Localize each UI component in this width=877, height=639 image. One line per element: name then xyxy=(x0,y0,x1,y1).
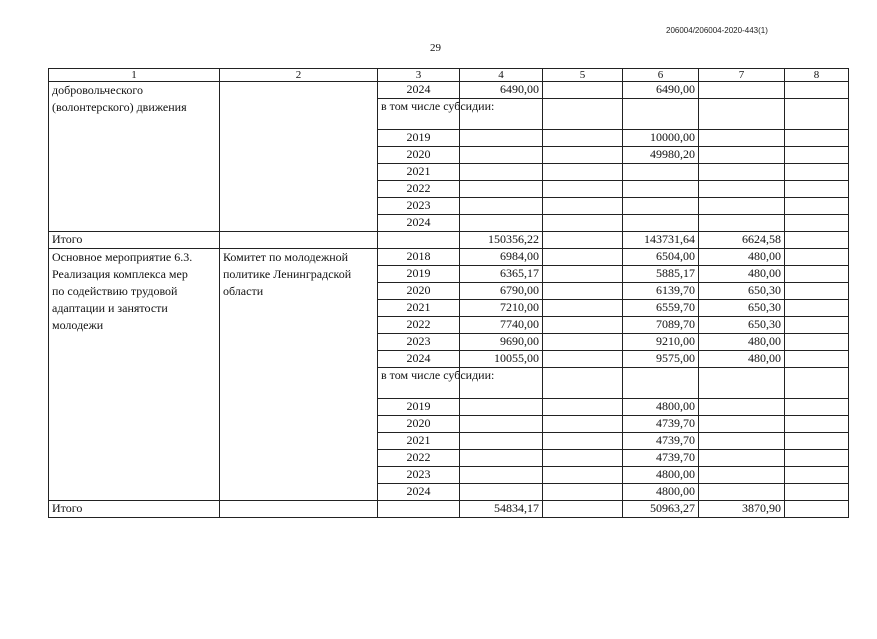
year-cell: 2023 xyxy=(378,198,460,215)
value-cell-col6: 4800,00 xyxy=(623,399,699,416)
value-cell-col7 xyxy=(699,82,785,99)
value-cell-col4 xyxy=(460,164,543,181)
value-cell-col7 xyxy=(699,433,785,450)
value-cell-col4 xyxy=(460,467,543,484)
value-cell-col4: 6790,00 xyxy=(460,283,543,300)
column-number: 7 xyxy=(699,69,785,82)
column-number: 2 xyxy=(220,69,378,82)
total-row xyxy=(49,501,849,518)
executor-line: политике Ленинградской xyxy=(223,267,352,281)
year-cell: 2020 xyxy=(378,283,460,300)
value-cell-col6 xyxy=(623,198,699,215)
budget-table xyxy=(48,68,849,518)
value-cell-col7 xyxy=(699,164,785,181)
value-cell-col7 xyxy=(699,467,785,484)
value-cell-col6: 4739,70 xyxy=(623,433,699,450)
value-cell-col5 xyxy=(543,283,623,300)
value-cell-col6: 4739,70 xyxy=(623,416,699,433)
including-subsidies-label: в том числе субсидии: xyxy=(378,99,460,130)
activity-name-line: Основное мероприятие 6.3. xyxy=(52,250,193,264)
value-cell-col6 xyxy=(623,164,699,181)
value-cell-col5 xyxy=(543,181,623,198)
value-cell-col8 xyxy=(785,450,849,467)
total-row xyxy=(49,232,849,249)
value-cell-col5 xyxy=(543,467,623,484)
value-cell-col4 xyxy=(460,147,543,164)
value-cell-col4 xyxy=(460,433,543,450)
year-cell xyxy=(378,501,460,518)
value-cell-col8 xyxy=(785,181,849,198)
column-number: 6 xyxy=(623,69,699,82)
activity-name-line: добровольческого xyxy=(52,83,144,97)
value-cell-col6 xyxy=(623,215,699,232)
value-cell-col4 xyxy=(460,181,543,198)
value-cell-col4 xyxy=(460,130,543,147)
value-cell-col5 xyxy=(543,99,623,130)
value-cell-col8 xyxy=(785,484,849,501)
table-row xyxy=(49,82,849,99)
value-cell-col8 xyxy=(785,130,849,147)
value-cell-col7: 480,00 xyxy=(699,351,785,368)
value-cell-col6 xyxy=(623,181,699,198)
column-number: 1 xyxy=(49,69,220,82)
value-cell-col8 xyxy=(785,334,849,351)
value-cell-col8 xyxy=(785,215,849,232)
value-cell-col6 xyxy=(623,368,699,399)
value-cell-col7: 650,30 xyxy=(699,300,785,317)
year-cell: 2022 xyxy=(378,450,460,467)
value-cell-col5 xyxy=(543,334,623,351)
value-cell-col7: 650,30 xyxy=(699,283,785,300)
table-row xyxy=(49,249,849,266)
value-cell-col7: 480,00 xyxy=(699,334,785,351)
value-cell-col8 xyxy=(785,467,849,484)
value-cell-col6: 6559,70 xyxy=(623,300,699,317)
value-cell-col5 xyxy=(543,501,623,518)
document-id: 206004/206004-2020-443(1) xyxy=(666,26,768,35)
value-cell-col6: 10000,00 xyxy=(623,130,699,147)
including-subsidies-label: в том числе субсидии: xyxy=(378,368,460,399)
value-cell-col8 xyxy=(785,283,849,300)
value-cell-col4: 6490,00 xyxy=(460,82,543,99)
year-cell: 2024 xyxy=(378,351,460,368)
value-cell-col8 xyxy=(785,501,849,518)
total-col6: 143731,64 xyxy=(623,232,699,249)
column-number: 8 xyxy=(785,69,849,82)
value-cell-col4 xyxy=(460,416,543,433)
year-cell: 2021 xyxy=(378,164,460,181)
value-cell-col8 xyxy=(785,82,849,99)
page-number: 29 xyxy=(430,42,441,54)
year-cell: 2022 xyxy=(378,317,460,334)
value-cell-col5 xyxy=(543,147,623,164)
value-cell-col5 xyxy=(543,433,623,450)
value-cell-col5 xyxy=(543,130,623,147)
year-cell: 2024 xyxy=(378,82,460,99)
activity-name-cell xyxy=(49,249,220,501)
value-cell-col8 xyxy=(785,249,849,266)
value-cell-col4: 7210,00 xyxy=(460,300,543,317)
value-cell-col6: 49980,20 xyxy=(623,147,699,164)
value-cell-col4: 9690,00 xyxy=(460,334,543,351)
value-cell-col4: 7740,00 xyxy=(460,317,543,334)
year-cell: 2023 xyxy=(378,334,460,351)
value-cell-col7 xyxy=(699,450,785,467)
year-cell: 2019 xyxy=(378,130,460,147)
executor-cell xyxy=(220,501,378,518)
value-cell-col7 xyxy=(699,147,785,164)
value-cell-col6: 5885,17 xyxy=(623,266,699,283)
value-cell-col7 xyxy=(699,130,785,147)
year-cell: 2019 xyxy=(378,266,460,283)
value-cell-col7 xyxy=(699,399,785,416)
value-cell-col8 xyxy=(785,368,849,399)
year-cell: 2023 xyxy=(378,467,460,484)
value-cell-col7: 480,00 xyxy=(699,249,785,266)
value-cell-col6: 4739,70 xyxy=(623,450,699,467)
value-cell-col8 xyxy=(785,300,849,317)
activity-name-line: Реализация комплекса мер xyxy=(52,267,188,281)
value-cell-col5 xyxy=(543,164,623,181)
executor-line: области xyxy=(223,284,264,298)
column-number: 3 xyxy=(378,69,460,82)
year-cell: 2020 xyxy=(378,147,460,164)
value-cell-col8 xyxy=(785,351,849,368)
value-cell-col7 xyxy=(699,368,785,399)
executor-cell xyxy=(220,249,378,501)
value-cell-col4: 6984,00 xyxy=(460,249,543,266)
value-cell-col5 xyxy=(543,215,623,232)
value-cell-col5 xyxy=(543,232,623,249)
value-cell-col8 xyxy=(785,164,849,181)
value-cell-col5 xyxy=(543,249,623,266)
value-cell-col8 xyxy=(785,416,849,433)
value-cell-col7 xyxy=(699,215,785,232)
total-col7: 3870,90 xyxy=(699,501,785,518)
total-col6: 50963,27 xyxy=(623,501,699,518)
value-cell-col6: 6490,00 xyxy=(623,82,699,99)
activity-name-line: (волонтерского) движения xyxy=(52,100,187,114)
year-cell: 2021 xyxy=(378,433,460,450)
value-cell-col6: 4800,00 xyxy=(623,467,699,484)
year-cell: 2024 xyxy=(378,484,460,501)
value-cell-col7 xyxy=(699,416,785,433)
total-col4: 54834,17 xyxy=(460,501,543,518)
value-cell-col7: 650,30 xyxy=(699,317,785,334)
value-cell-col8 xyxy=(785,198,849,215)
value-cell-col5 xyxy=(543,399,623,416)
year-cell: 2022 xyxy=(378,181,460,198)
activity-name-cell xyxy=(49,82,220,232)
value-cell-col6: 6504,00 xyxy=(623,249,699,266)
column-number: 5 xyxy=(543,69,623,82)
value-cell-col7: 480,00 xyxy=(699,266,785,283)
value-cell-col5 xyxy=(543,266,623,283)
value-cell-col8 xyxy=(785,433,849,450)
column-number: 4 xyxy=(460,69,543,82)
value-cell-col5 xyxy=(543,351,623,368)
value-cell-col4 xyxy=(460,484,543,501)
value-cell-col8 xyxy=(785,266,849,283)
year-cell xyxy=(378,232,460,249)
value-cell-col4: 6365,17 xyxy=(460,266,543,283)
year-cell: 2024 xyxy=(378,215,460,232)
value-cell-col5 xyxy=(543,198,623,215)
value-cell-col5 xyxy=(543,300,623,317)
value-cell-col7 xyxy=(699,181,785,198)
value-cell-col6: 9575,00 xyxy=(623,351,699,368)
year-cell: 2019 xyxy=(378,399,460,416)
value-cell-col4 xyxy=(460,399,543,416)
value-cell-col5 xyxy=(543,416,623,433)
year-cell: 2018 xyxy=(378,249,460,266)
value-cell-col8 xyxy=(785,99,849,130)
value-cell-col8 xyxy=(785,232,849,249)
value-cell-col8 xyxy=(785,147,849,164)
value-cell-col7 xyxy=(699,99,785,130)
value-cell-col6 xyxy=(623,99,699,130)
value-cell-col5 xyxy=(543,368,623,399)
value-cell-col6: 9210,00 xyxy=(623,334,699,351)
total-label: Итого xyxy=(49,232,220,249)
value-cell-col5 xyxy=(543,317,623,334)
total-col7: 6624,58 xyxy=(699,232,785,249)
value-cell-col7 xyxy=(699,198,785,215)
value-cell-col5 xyxy=(543,484,623,501)
value-cell-col4: 10055,00 xyxy=(460,351,543,368)
value-cell-col6: 7089,70 xyxy=(623,317,699,334)
value-cell-col6: 4800,00 xyxy=(623,484,699,501)
value-cell-col7 xyxy=(699,484,785,501)
executor-cell xyxy=(220,82,378,232)
value-cell-col8 xyxy=(785,317,849,334)
executor-cell xyxy=(220,232,378,249)
executor-line: Комитет по молодежной xyxy=(223,250,349,264)
activity-name-line: адаптации и занятости xyxy=(52,301,168,315)
value-cell-col6: 6139,70 xyxy=(623,283,699,300)
total-col4: 150356,22 xyxy=(460,232,543,249)
year-cell: 2020 xyxy=(378,416,460,433)
value-cell-col8 xyxy=(785,399,849,416)
year-cell: 2021 xyxy=(378,300,460,317)
value-cell-col5 xyxy=(543,450,623,467)
value-cell-col4 xyxy=(460,198,543,215)
activity-name-line: молодежи xyxy=(52,318,104,332)
value-cell-col4 xyxy=(460,215,543,232)
total-label: Итого xyxy=(49,501,220,518)
table-body xyxy=(49,69,849,518)
value-cell-col5 xyxy=(543,82,623,99)
activity-name-line: по содействию трудовой xyxy=(52,284,178,298)
value-cell-col4 xyxy=(460,450,543,467)
column-number-row xyxy=(49,69,849,82)
